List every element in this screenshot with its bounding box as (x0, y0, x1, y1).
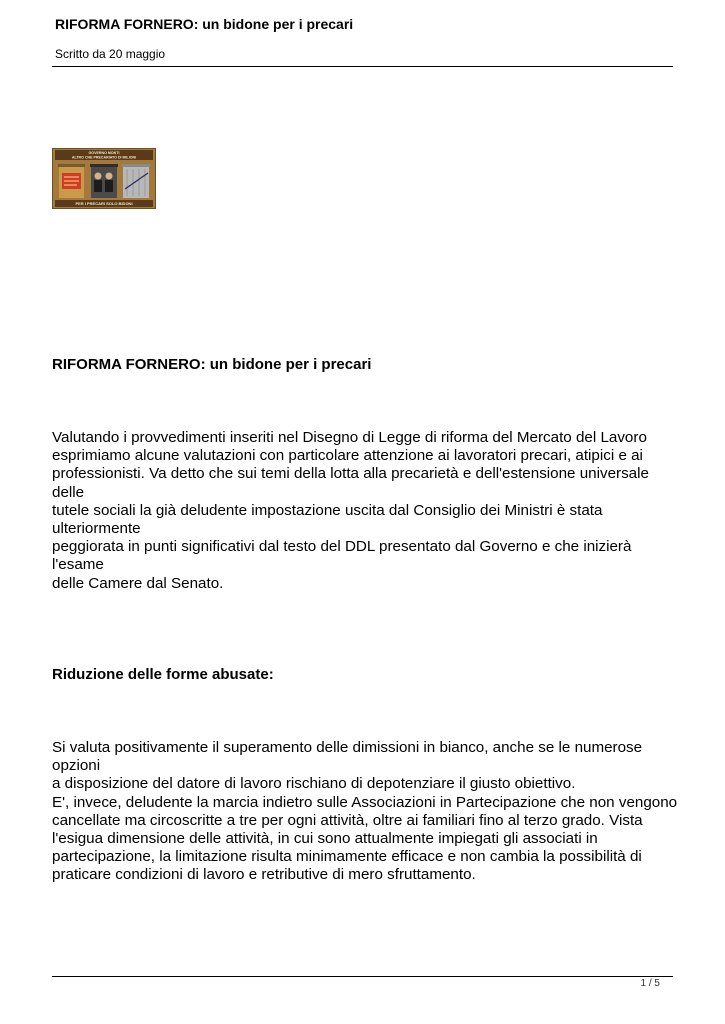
bidoni-illustration (53, 149, 155, 208)
trash-can-middle-icon (90, 164, 118, 198)
intro-line: peggiorata in punti significativi dal testo del DDL presentato dal Governo e che inizierà l'esame (52, 538, 632, 574)
section-line: praticare condizioni di lavoro e retributive di mero sfruttamento. (52, 866, 476, 884)
trash-can-right-icon (122, 164, 150, 198)
intro-line: tutele sociali la già deludente impostazione uscita dal Consiglio dei Ministri è stata ulteriormente (52, 501, 603, 538)
bottom-banner-text: PER I PRECARI SOLO BIDONI (75, 201, 133, 207)
header-title: RIFORMA FORNERO: un bidone per i precari (55, 16, 354, 32)
section-line: Si valuta positivamente il superamento delle dimissioni in bianco, anche se le numerose opzioni (52, 739, 643, 775)
footer-divider (52, 976, 673, 977)
intro-line: delle Camere dal Senato. (52, 574, 224, 592)
section-line: partecipazione, la limitazione risulta minimamente efficace e non cambia la possibilità di (52, 848, 642, 866)
section-title: Riduzione delle forme abusate: (52, 666, 274, 683)
article-title: RIFORMA FORNERO: un bidone per i precari (52, 356, 372, 373)
header-divider (52, 66, 673, 67)
section-line: l'esigua dimensione delle attività, in cui sono attualmente impiegati gli associati in (52, 830, 598, 848)
trash-can-left-icon (58, 164, 85, 198)
section-line: a disposizione del datore di lavoro rischiano di depotenziare il giusto obiettivo. (52, 775, 576, 793)
intro-line: professionisti. Va detto che sui temi della lotta alla precarietà e dell'estensione universale delle (52, 465, 649, 501)
section-line: cancellate ma circoscritte a tre per ogni attività, oltre ai familiari fino al terzo grado. Vista (52, 811, 643, 829)
intro-line: Valutando i provvedimenti inseriti nel Disegno di Legge di riforma del Mercato del Lavoro (52, 429, 647, 446)
intro-line: esprimiamo alcune valutazioni con particolare attenzione ai lavoratori precari, atipici e ai (52, 447, 643, 465)
section-paragraph (52, 739, 680, 885)
intro-paragraph (52, 429, 680, 593)
page-number: 1 / 5 (640, 978, 660, 989)
top-banner-line2: ALTRO CHE PRECARIATO DI MILIONI (71, 155, 137, 160)
header-subtitle: Scritto da 20 maggio (55, 47, 166, 61)
top-banner-line1: GOVERNO MONTI (88, 151, 120, 155)
article-image (52, 148, 156, 209)
section-line: E', invece, deludente la marcia indietro sulle Associazioni in Partecipazione che non vengono (52, 793, 678, 811)
